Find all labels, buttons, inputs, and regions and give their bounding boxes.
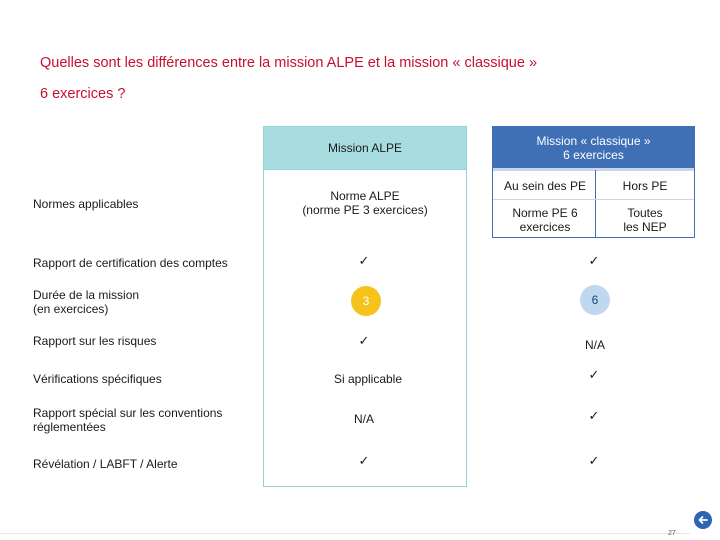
row-label-rapport-certification: Rapport de certification des comptes (33, 256, 228, 270)
classique-horizontal-divider (493, 199, 694, 200)
duree-label-line1: Durée de la mission (33, 288, 140, 302)
classique-sub-hors-pe: Hors PE (622, 179, 668, 193)
duree-label-line2: (en exercices) (33, 302, 109, 316)
classique-normes-pe-line1: Norme PE 6 (512, 206, 578, 220)
row-label-normes: Normes applicables (33, 197, 139, 211)
row-label-rapport-risques: Rapport sur les risques (33, 334, 157, 348)
header-shadow (493, 168, 694, 171)
classique-sub-au-sein-pe: Au sein des PE (503, 179, 587, 193)
alpe-normes-cell (264, 189, 466, 217)
slide-title: Quelles sont les différences entre la mission ALPE et la mission « classique » (40, 55, 538, 71)
alpe-normes-line1: Norme ALPE (330, 189, 400, 203)
classique-column-header (493, 127, 694, 168)
classique-rapport-special-check: ✓ (588, 408, 600, 423)
classique-rapport-risques-na: N/A (584, 338, 605, 352)
back-arrow-glyph (697, 514, 709, 526)
slide-subtitle: 6 exercices ? (40, 86, 126, 102)
row-label-rapport-special (33, 406, 222, 434)
classique-duree-circle: 6 (580, 285, 610, 315)
classique-vertical-divider (595, 170, 596, 238)
classique-rapport-certification-check: ✓ (588, 253, 600, 268)
classique-header-line1: Mission « classique » (536, 133, 651, 148)
classique-normes-nep-line1: Toutes (627, 206, 663, 220)
classique-header-line2: 6 exercices (563, 147, 624, 162)
classique-revelation-check: ✓ (588, 453, 600, 468)
alpe-rapport-risques-check: ✓ (358, 333, 370, 348)
classique-normes-pe-line2: exercices (519, 220, 571, 234)
classique-verifications-check: ✓ (588, 367, 600, 382)
slide-number: 27 (668, 530, 676, 537)
classique-normes-nep-line2: les NEP (623, 220, 667, 234)
row-label-revelation: Révélation / LABFT / Alerte (33, 457, 178, 471)
classique-normes-pe-cell (495, 206, 595, 234)
alpe-normes-line2: (norme PE 3 exercices) (302, 203, 428, 217)
footer-divider (0, 533, 690, 534)
alpe-rapport-special-na: N/A (353, 412, 374, 426)
rapport-special-label-line1: Rapport spécial sur les conventions (33, 406, 223, 420)
back-arrow-icon[interactable] (694, 511, 712, 529)
alpe-rapport-certification-check: ✓ (358, 253, 370, 268)
alpe-verifications-cell: Si applicable (333, 372, 403, 386)
alpe-duree-circle: 3 (351, 286, 381, 316)
row-label-verifications: Vérifications spécifiques (33, 372, 162, 386)
rapport-special-label-line2: réglementées (33, 420, 106, 434)
classique-normes-nep-cell (597, 206, 693, 234)
row-label-duree (33, 288, 139, 316)
alpe-revelation-check: ✓ (358, 453, 370, 468)
alpe-column-header: Mission ALPE (264, 127, 466, 170)
